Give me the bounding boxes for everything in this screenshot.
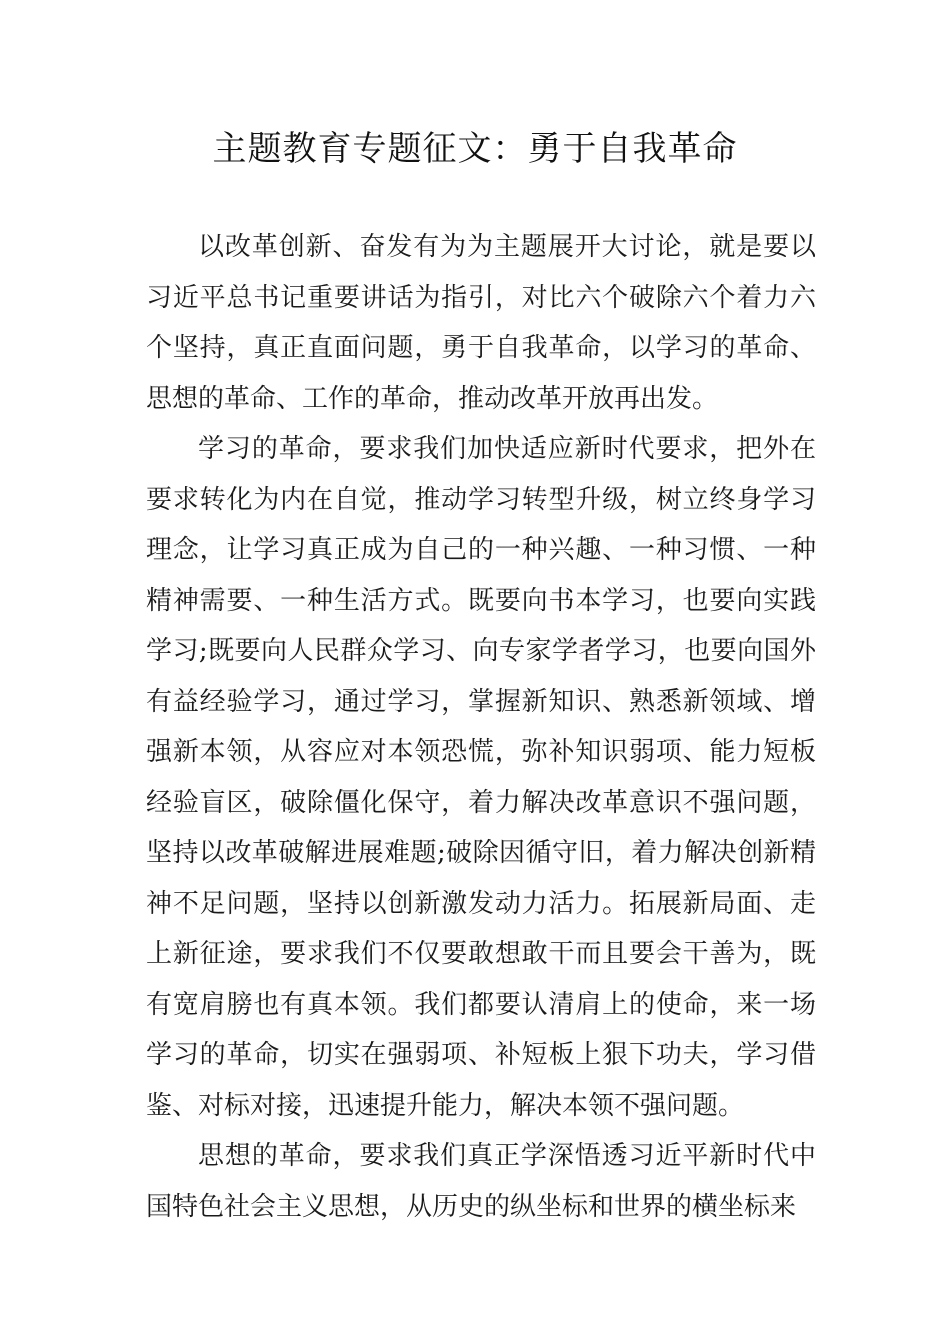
document-body <box>146 222 816 1232</box>
paragraph: 思想的革命，要求我们真正学深悟透习近平新时代中国特色社会主义思想，从历史的纵坐标和世界的横坐标来 <box>146 1141 816 1222</box>
document-title: 主题教育专题征文：勇于自我革命 <box>212 129 738 169</box>
paragraph: 学习的革命，要求我们加快适应新时代要求，把外在要求转化为内在自觉，推动学习转型升级，树立终身学习理念，让学习真正成为自己的一种兴趣、一种习惯、一种精神需要、一种生活方式。既要向书本学习，也要向实践学习;既要向人民群众学习、向专家学者学习，也要向国外有益经验学习，通过学习，掌握新知识、熟悉新领域、增强新本领，从容应对本领恐慌，弥补知识弱项、能力短板经验盲区，破除僵化保守，着力解决改革意识不强问题，坚持以改革破解进展难题;破除因循守旧，着力解决创新精神不足问题，坚持以创新激发动力活力。拓展新局面、走上新征途，要求我们不仅要敢想敢干而且要会干善为，既有宽肩膀也有真本领。我们都要认清肩上的使命，来一场学习的革命，切实在强弱项、补短板上狠下功夫，学习借鉴、对标对接，迅速提升能力，解决本领不强问题。 <box>146 434 816 1121</box>
paragraph: 以改革创新、奋发有为为主题展开大讨论，就是要以习近平总书记重要讲话为指引，对比六个破除六个着力六个坚持，真正直面问题，勇于自我革命，以学习的革命、思想的革命、工作的革命，推动改革开放再出发。 <box>146 232 816 414</box>
